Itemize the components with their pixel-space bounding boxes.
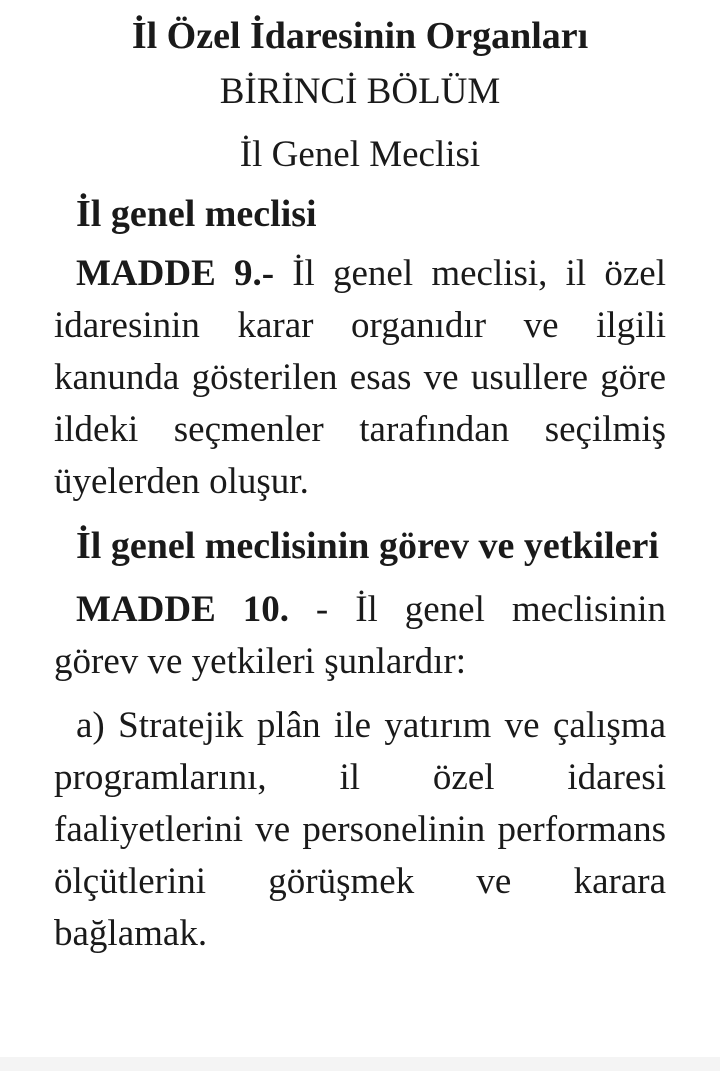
article-10-text: - İl genel meclisinin görev ve yetkileri şunlardır: [54, 589, 666, 682]
article-10-heading: İl genel meclisinin görev ve yetkileri [76, 525, 659, 567]
article-10-label: MADDE 10. [76, 589, 289, 630]
article-10-item-a: a) Stratejik plân ile yatırım ve çalışma programlarını, il özel idaresi faaliyetlerini ve personelinin performans ölçütlerini görüşmek ve karara bağlamak. [54, 705, 666, 954]
document-title: İl Özel İdaresinin Organları [131, 15, 589, 57]
section-label: BİRİNCİ BÖLÜM [219, 71, 501, 112]
article-10-paragraph [54, 584, 666, 688]
page-bottom-edge [0, 1057, 720, 1071]
article-9-label: MADDE 9.- [76, 253, 275, 294]
article-9-text: İl genel meclisi, il özel idaresinin karar organıdır ve ilgili kanunda gösterilen esas ve usullere göre ildeki seçmenler tarafından seçilmiş üyelerden oluşur. [54, 253, 666, 502]
chapter-title: İl Genel Meclisi [239, 134, 481, 175]
article-9-heading: İl genel meclisi [76, 193, 317, 235]
article-9-paragraph [54, 248, 666, 508]
